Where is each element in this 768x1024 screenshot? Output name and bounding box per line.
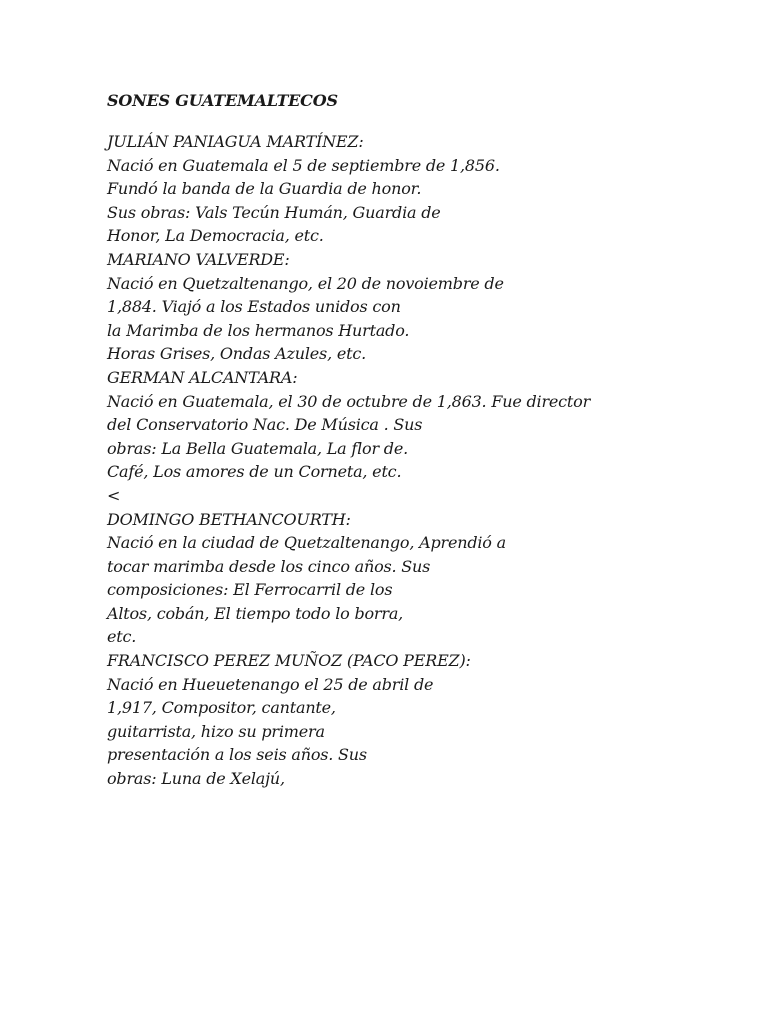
text-line: la Marimba de los hermanos Hurtado. [107,320,410,340]
text-line: Altos, cobán, El tiempo todo lo borra, [107,603,404,623]
text-line: obras: La Bella Guatemala, La flor de. [107,438,409,458]
document-body [107,130,727,791]
text-line: FRANCISCO PEREZ MUÑOZ (PACO PEREZ): [107,651,471,671]
text-line: obras: Luna de Xelajú, [107,769,285,789]
text-line: < [107,485,121,505]
text-line: DOMINGO BETHANCOURTH: [107,509,351,529]
text-line: Sus obras: Vals Tecún Humán, Guardia de [107,202,441,222]
text-line: composiciones: El Ferrocarril de los [107,580,393,600]
text-line: JULIÁN PANIAGUA MARTÍNEZ: [107,132,364,151]
text-line: GERMAN ALCANTARA: [107,367,298,387]
text-line: presentación a los seis años. Sus [107,745,367,765]
text-line: Nació en Guatemala el 5 de septiembre de 1,856. [107,155,500,175]
text-line: 1,884. Viajó a los Estados unidos con [107,297,401,317]
document-page [107,88,727,791]
text-line: MARIANO VALVERDE: [107,249,290,269]
text-line: del Conservatorio Nac. De Música . Sus [107,415,423,435]
text-line: Nació en Hueuetenango el 25 de abril de [107,674,434,694]
document-title: SONES GUATEMALTECOS [107,91,338,110]
text-line: guitarrista, hizo su primera [107,721,325,741]
text-line: 1,917, Compositor, cantante, [107,698,336,718]
text-line: Nació en la ciudad de Quetzaltenango, Aprendió a [107,533,506,553]
text-line: Nació en Quetzaltenango, el 20 de novoiembre de [107,273,504,293]
text-line: tocar marimba desde los cinco años. Sus [107,556,431,576]
text-line: Café, Los amores de un Corneta, etc. [107,462,402,482]
text-line: Honor, La Democracia, etc. [107,226,324,246]
text-line: etc. [107,627,137,647]
text-line: Fundó la banda de la Guardia de honor. [107,179,422,199]
text-line: Nació en Guatemala, el 30 de octubre de 1,863. Fue director [107,391,591,411]
text-line: Horas Grises, Ondas Azules, etc. [107,344,366,364]
